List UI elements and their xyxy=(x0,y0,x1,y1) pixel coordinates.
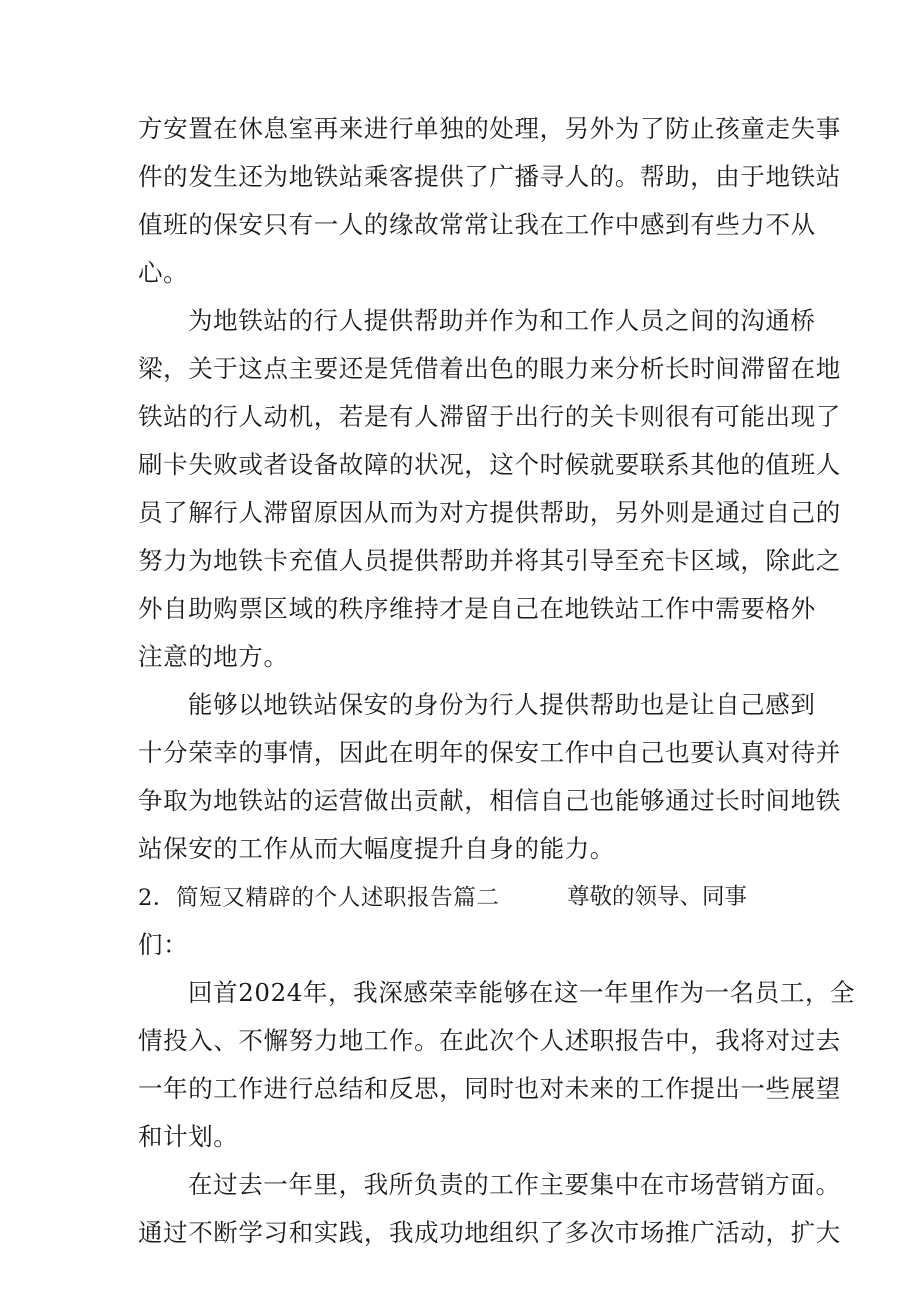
paragraph-line: 员了解行人滞留原因从而为对方提供帮助，另外则是通过自己的 xyxy=(138,498,841,527)
salutation-start: 尊敬的领导、同事 xyxy=(567,884,748,910)
paragraph-line: 努力为地铁卡充值人员提供帮助并将其引导至充卡区域，除此之 xyxy=(138,546,841,575)
paragraph-line: 在过去一年里，我所负责的工作主要集中在市场营销方面。 xyxy=(188,1170,841,1199)
paragraph-line: 铁站的行人动机，若是有人滞留于出行的关卡则很有可能出现了 xyxy=(138,402,841,431)
paragraph-line: 站保安的工作从而大幅度提升自身的能力。 xyxy=(138,834,615,863)
paragraph-line: 争取为地铁站的运营做出贡献，相信自己也能够通过长时间地铁 xyxy=(138,786,841,815)
paragraph-line: 和计划。 xyxy=(138,1122,239,1151)
salutation-end: 们： xyxy=(138,930,189,959)
paragraph-line: 外自助购票区域的秩序维持才是自己在地铁站工作中需要格外 xyxy=(138,594,816,623)
paragraph-line: 梁，关于这点主要还是凭借着出色的眼力来分析长时间滞留在地 xyxy=(138,354,841,383)
section-heading: 2．简短又精辟的个人述职报告篇二 xyxy=(138,885,500,911)
paragraph-line: 为地铁站的行人提供帮助并作为和工作人员之间的沟通桥 xyxy=(188,306,816,335)
paragraph-line: 心。 xyxy=(138,258,189,287)
paragraph-line: 情投入、不懈努力地工作。在此次个人述职报告中，我将对过去 xyxy=(138,1026,841,1055)
paragraph-line: 十分荣幸的事情，因此在明年的保安工作中自己也要认真对待并 xyxy=(138,738,841,767)
paragraph-line: 一年的工作进行总结和反思，同时也对未来的工作提出一些展望 xyxy=(138,1074,841,1103)
paragraph-line: 方安置在休息室再来进行单独的处理，另外为了防止孩童走失事 xyxy=(138,114,841,143)
paragraph-line: 件的发生还为地铁站乘客提供了广播寻人的。帮助，由于地铁站 xyxy=(138,162,841,191)
paragraph-line: 刷卡失败或者设备故障的状况，这个时候就要联系其他的值班人 xyxy=(138,450,841,479)
paragraph-line: 注意的地方。 xyxy=(138,642,289,671)
paragraph-line: 值班的保安只有一人的缘故常常让我在工作中感到有些力不从 xyxy=(138,210,816,239)
paragraph-line: 通过不断学习和实践，我成功地组织了多次市场推广活动，扩大 xyxy=(138,1218,841,1247)
paragraph-line: 回首2024年，我深感荣幸能够在这一年里作为一名员工，全 xyxy=(188,978,856,1007)
paragraph-line: 能够以地铁站保安的身份为行人提供帮助也是让自己感到 xyxy=(188,690,816,719)
